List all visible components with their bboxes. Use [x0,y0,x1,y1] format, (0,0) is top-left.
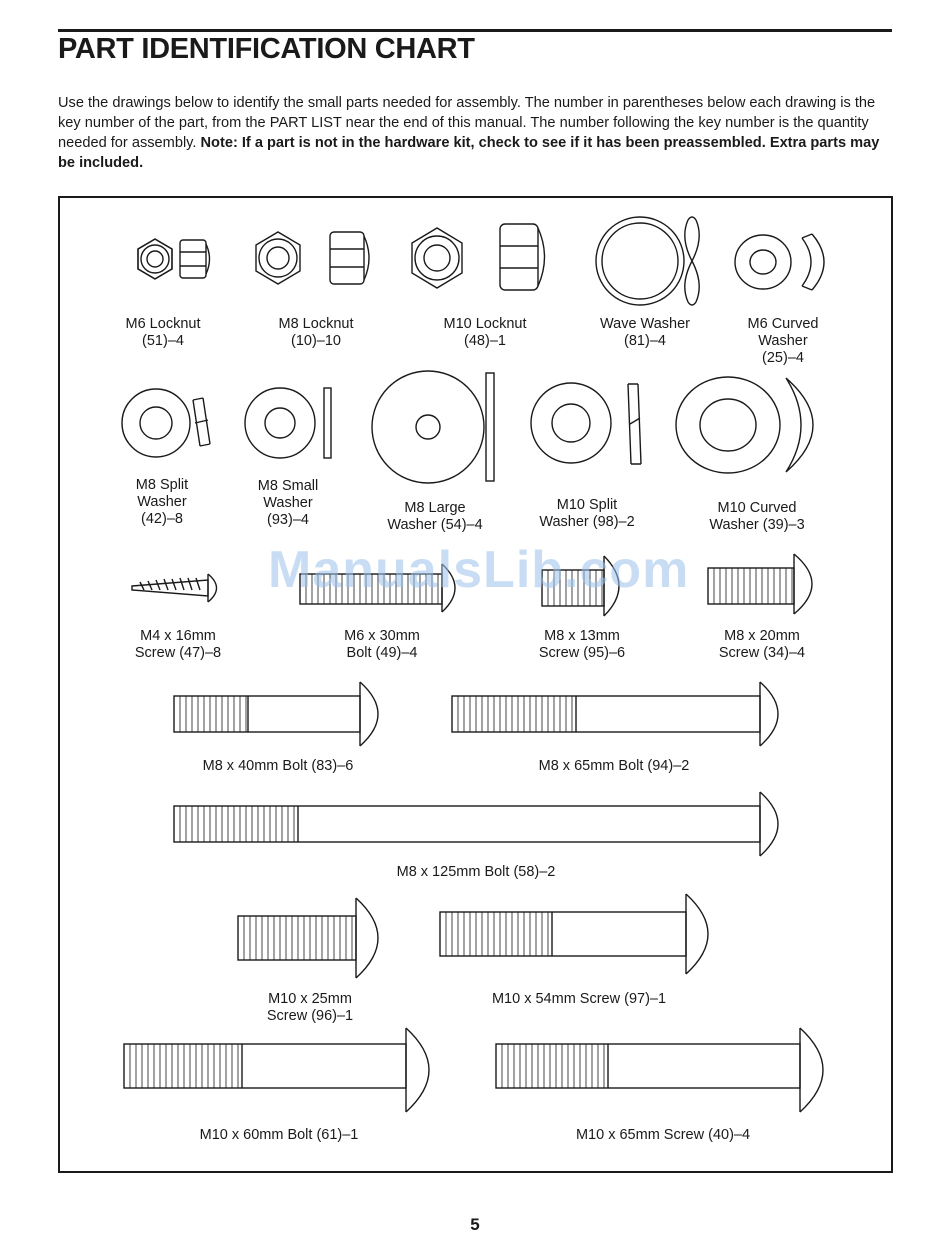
part-label-m8-40mm-bolt: M8 x 40mm Bolt (83)–6 [202,758,354,774]
part-label-m8-small-washer: M8 Small Washer (93)–4 [257,478,319,528]
m8-20mm-screw-drawing [708,554,812,614]
page-number: 5 [470,1215,480,1234]
m6-curved-washer-drawing [735,234,824,290]
part-label-m8-65mm-bolt: M8 x 65mm Bolt (94)–2 [538,758,690,774]
m8-40mm-bolt-drawing [174,682,378,746]
parts-chart-box [58,196,893,1173]
top-rule [58,29,892,32]
m10-locknut-drawing [412,224,545,290]
m6-locknut-drawing [138,239,210,279]
intro-note: Note: If a part is not in the hardware kit, check to see if it has been preassembled. Extra parts may be included. [58,135,880,171]
part-label-m8-20mm-screw: M8 x 20mm Screw (34)–4 [718,628,806,661]
watermark: ManualsLib.com [268,541,690,599]
intro-paragraph [58,93,898,173]
m10-split-washer-drawing [531,383,641,464]
part-label-m8-large-washer: M8 Large Washer (54)–4 [387,500,483,533]
part-label-m8-split-washer: M8 Split Washer (42)–8 [135,477,189,527]
part-label-m6-30mm-bolt: M6 x 30mm Bolt (49)–4 [344,628,420,661]
m10-65mm-screw-drawing [496,1028,823,1112]
m8-small-washer-drawing [245,388,331,458]
m10-25mm-screw-drawing [238,898,378,978]
part-label-m10-65mm-screw: M10 x 65mm Screw (40)–4 [575,1127,751,1143]
m8-split-washer-drawing [122,389,210,457]
part-label-wave-washer: Wave Washer (81)–4 [600,316,690,349]
wave-washer-drawing [596,217,699,305]
part-label-m8-125mm-bolt: M8 x 125mm Bolt (58)–2 [396,864,556,880]
part-label-m6-curved-washer: M6 Curved Washer (25)–4 [747,316,819,366]
page-title: PART IDENTIFICATION CHART [58,33,475,65]
part-label-m10-locknut: M10 Locknut (48)–1 [443,316,527,349]
part-label-m8-locknut: M8 Locknut (10)–10 [278,316,354,349]
m4-16mm-screw-drawing [132,574,217,602]
intro-text: Use the drawings below to identify the small parts needed for assembly. The number in parentheses below each drawing is the key number of the part, from the PART LIST near the end of this manual. The number following the key number is the quantity needed for assembly. [58,95,876,151]
part-label-m10-split-washer: M10 Split Washer (98)–2 [539,497,635,530]
part-label-m10-60mm-bolt: M10 x 60mm Bolt (61)–1 [199,1127,359,1143]
m10-54mm-screw-drawing [440,894,708,974]
part-label-m10-54mm-screw: M10 x 54mm Screw (97)–1 [491,991,667,1007]
m8-65mm-bolt-drawing [452,682,778,746]
part-label-m6-locknut: M6 Locknut (51)–4 [125,316,201,349]
m8-locknut-drawing [256,232,369,284]
part-label-m8-13mm-screw: M8 x 13mm Screw (95)–6 [538,628,626,661]
m8-large-washer-drawing [372,371,494,483]
part-label-m10-25mm-screw: M10 x 25mm Screw (96)–1 [266,991,354,1024]
m10-curved-washer-drawing [676,377,813,473]
part-label-m4-16mm-screw: M4 x 16mm Screw (47)–8 [134,628,222,661]
m8-125mm-bolt-drawing [174,792,778,856]
part-label-m10-curved-washer: M10 Curved Washer (39)–3 [709,500,805,533]
m10-60mm-bolt-drawing [124,1028,429,1112]
